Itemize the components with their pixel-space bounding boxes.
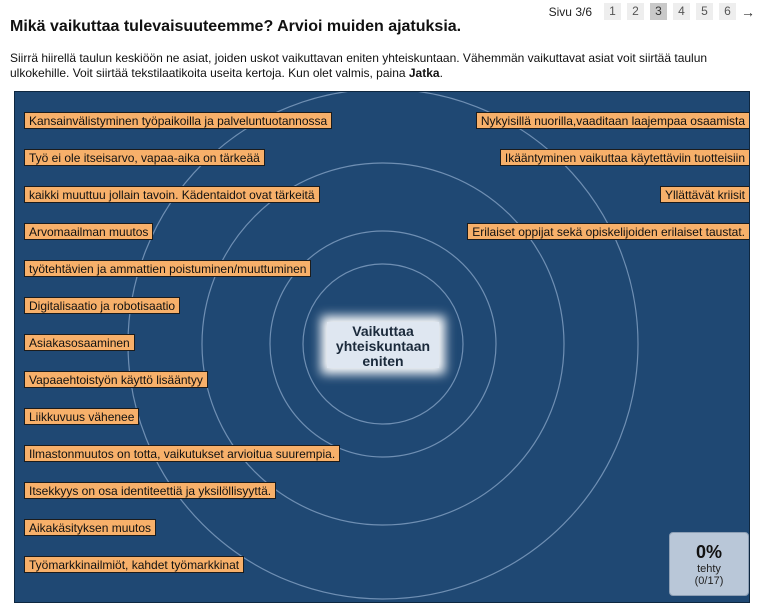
instructions bbox=[10, 51, 745, 80]
draggable-chip[interactable]: Digitalisaatio ja robotisaatio bbox=[24, 297, 180, 314]
draggable-chip[interactable]: Ikääntyminen vaikuttaa käytettäviin tuotteisiin bbox=[500, 149, 750, 166]
draggable-chip[interactable]: Ilmastonmuutos on totta, vaikutukset arvioitua suurempia. bbox=[24, 445, 340, 462]
pagination bbox=[549, 3, 755, 20]
page-button-2[interactable]: 2 bbox=[627, 3, 644, 20]
page-button-6[interactable]: 6 bbox=[719, 3, 736, 20]
draggable-chip[interactable]: Työmarkkinailmiöt, kahdet työmarkkinat bbox=[24, 556, 244, 573]
page-title: Mikä vaikuttaa tulevaisuuteemme? Arvioi muiden ajatuksia. bbox=[10, 18, 462, 35]
draggable-chip[interactable]: Erilaiset oppijat sekä opiskelijoiden erilaiset taustat. bbox=[467, 223, 750, 240]
draggable-chip[interactable]: työtehtävien ja ammattien poistuminen/muuttuminen bbox=[24, 260, 311, 277]
center-target-label: Vaikuttaa yhteiskuntaan eniten bbox=[327, 322, 439, 368]
draggable-chip[interactable]: Aikakäsityksen muutos bbox=[24, 519, 156, 536]
instructions-end: . bbox=[439, 65, 443, 80]
draggable-chip[interactable]: Nykyisillä nuorilla,vaaditaan laajempaa osaamista bbox=[476, 112, 750, 129]
draggable-chip[interactable]: kaikki muuttuu jollain tavoin. Kädentaidot ovat tärkeitä bbox=[24, 186, 320, 203]
target-board[interactable] bbox=[14, 91, 750, 603]
page-button-1[interactable]: 1 bbox=[604, 3, 621, 20]
instructions-text: Siirrä hiirellä taulun keskiöön ne asiat, joiden uskot vaikuttavan eniten yhteiskuntaan. Vähemmän vaikuttavat asiat voit siirtää taulun ulkokehille. Voit siirtää tekstilaatikoita useita kertoja. Kun olet valmis, paina bbox=[10, 51, 708, 80]
progress-percent: 0% bbox=[695, 542, 722, 562]
draggable-chip[interactable]: Liikkuvuus vähenee bbox=[24, 408, 139, 425]
instructions-continue-word: Jatka bbox=[408, 65, 440, 80]
draggable-chip[interactable]: Yllättävät kriisit bbox=[660, 186, 750, 203]
page-indicator: Sivu 3/6 bbox=[548, 4, 592, 19]
arrow-right-icon[interactable]: → bbox=[741, 3, 755, 20]
progress-panel bbox=[669, 532, 749, 596]
draggable-chip[interactable]: Vapaaehtoistyön käyttö lisääntyy bbox=[24, 371, 208, 388]
page-button-5[interactable]: 5 bbox=[696, 3, 713, 20]
progress-label: tehty bbox=[697, 563, 721, 575]
draggable-chip[interactable]: Itsekkyys on osa identiteettiä ja yksilöllisyyttä. bbox=[24, 482, 276, 499]
draggable-chip[interactable]: Työ ei ole itseisarvo, vapaa-aika on tärkeää bbox=[24, 149, 265, 166]
draggable-chip[interactable]: Arvomaailman muutos bbox=[24, 223, 153, 240]
progress-count: (0/17) bbox=[694, 575, 724, 587]
page-button-4[interactable]: 4 bbox=[673, 3, 690, 20]
draggable-chip[interactable]: Kansainvälistyminen työpaikoilla ja palveluntuotannossa bbox=[24, 112, 332, 129]
page-button-3[interactable]: 3 bbox=[650, 3, 667, 20]
draggable-chip[interactable]: Asiakasosaaminen bbox=[24, 334, 135, 351]
